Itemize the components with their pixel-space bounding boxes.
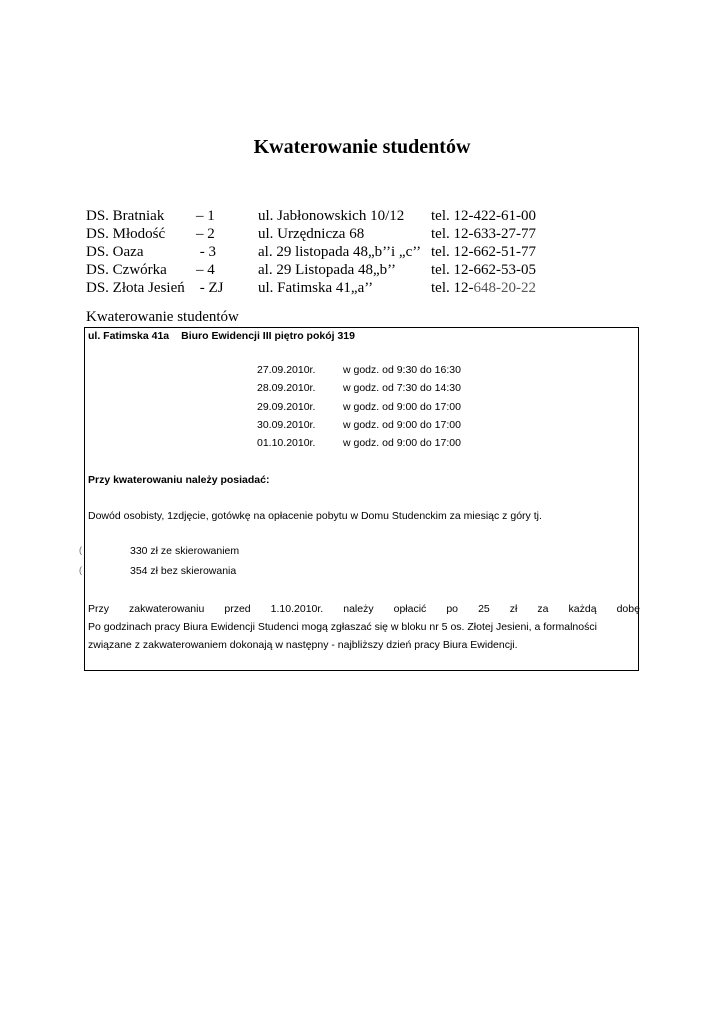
dorm-list bbox=[86, 208, 546, 298]
note-paragraph bbox=[88, 600, 638, 654]
info-box bbox=[79, 327, 640, 671]
dorm-name: DS. Czwórka bbox=[86, 262, 167, 278]
dorm-address: al. 29 listopada 48„b’’i „c’’ bbox=[258, 244, 422, 260]
schedule-row bbox=[257, 364, 517, 382]
note-line-1 bbox=[88, 600, 640, 618]
dorm-phone-main: tel. 12-422-61-00 bbox=[431, 208, 536, 224]
schedule-hours: w godz. od 7:30 do 14:30 bbox=[343, 382, 461, 395]
schedule-hours: w godz. od 9:30 do 16:30 bbox=[343, 364, 461, 376]
dorm-phone-main: tel. 12-633-27-77 bbox=[431, 226, 536, 242]
dorm-address: ul. Urzędnicza 68 bbox=[258, 226, 365, 242]
dorm-code: - 3 bbox=[196, 244, 216, 260]
schedule-hours: w godz. od 9:00 do 17:00 bbox=[343, 437, 461, 450]
schedule-row bbox=[257, 437, 517, 455]
schedule-row bbox=[257, 401, 517, 419]
dorm-phone-main: tel. 12- bbox=[431, 280, 474, 296]
dorm-row bbox=[86, 244, 546, 262]
note-word: za bbox=[537, 603, 549, 615]
dorm-row bbox=[86, 208, 546, 226]
fee-text: 330 zł ze skierowaniem bbox=[130, 545, 240, 557]
bullet-icon: ( bbox=[79, 565, 82, 575]
dorm-phone-rest: 648-20-22 bbox=[473, 280, 536, 296]
schedule-list bbox=[257, 364, 517, 455]
dorm-code: – 2 bbox=[196, 226, 215, 242]
dorm-phone bbox=[431, 280, 536, 297]
dorm-name: DS. Oaza bbox=[86, 244, 144, 260]
dorm-row bbox=[86, 262, 546, 280]
section-subtitle: Kwaterowanie studentów bbox=[86, 309, 239, 325]
schedule-row bbox=[257, 382, 517, 400]
schedule-hours: w godz. od 9:00 do 17:00 bbox=[343, 400, 461, 413]
fee-item bbox=[79, 565, 385, 585]
dorm-address: ul. Fatimska 41„a’’ bbox=[258, 280, 374, 296]
fee-item bbox=[79, 545, 385, 565]
note-word: 25 bbox=[478, 603, 490, 615]
dorm-code: – 1 bbox=[196, 208, 215, 224]
dorm-phone-main: tel. 12-662-53-05 bbox=[431, 262, 536, 278]
dorm-row bbox=[86, 280, 546, 298]
dorm-phone bbox=[431, 262, 536, 279]
note-word: zakwaterowaniu bbox=[129, 603, 205, 615]
requirements-text: Dowód osobisty, 1zdjęcie, gotówkę na opłacenie pobytu w Domu Studenckim za miesiąc z góry tj. bbox=[88, 510, 542, 522]
schedule-hours: w godz. od 9:00 do 17:00 bbox=[343, 418, 461, 431]
note-line-2: Po godzinach pracy Biura Ewidencji Studenci mogą zgłaszać się w bloku nr 5 os. Złotej Jesieni, a formalności bbox=[88, 621, 597, 633]
schedule-date: 29.09.2010r. bbox=[257, 400, 316, 413]
note-word: po bbox=[446, 603, 459, 615]
fee-list bbox=[79, 545, 385, 585]
office-address: ul. Fatimska 41a bbox=[88, 330, 170, 342]
dorm-address: al. 29 Listopada 48„b’’ bbox=[258, 262, 397, 278]
dorm-code: - ZJ bbox=[196, 280, 224, 296]
bullet-icon: ( bbox=[79, 545, 82, 555]
dorm-code: – 4 bbox=[196, 262, 215, 278]
dorm-address: ul. Jabłonowskich 10/12 bbox=[258, 208, 405, 224]
dorm-phone bbox=[431, 244, 536, 261]
dorm-row bbox=[86, 226, 546, 244]
note-word: 1.10.2010r. bbox=[270, 603, 324, 615]
requirements-label: Przy kwaterowaniu należy posiadać: bbox=[88, 474, 270, 486]
schedule-date: 01.10.2010r. bbox=[257, 437, 316, 450]
dorm-phone bbox=[431, 208, 536, 225]
dorm-phone bbox=[431, 226, 536, 243]
note-word: każdą bbox=[568, 603, 597, 615]
note-line-3: związane z zakwaterowaniem dokonają w następny - najbliższy dzień pracy Biura Ewidencji. bbox=[88, 639, 518, 651]
note-word: opłacić bbox=[393, 603, 427, 615]
page-title: Kwaterowanie studentów bbox=[253, 136, 471, 158]
office-location: Biuro Ewidencji III piętro pokój 319 bbox=[181, 330, 355, 342]
schedule-date: 30.09.2010r. bbox=[257, 418, 316, 431]
note-word: dobę bbox=[616, 603, 640, 615]
dorm-name: DS. Złota Jesień bbox=[86, 280, 185, 296]
dorm-name: DS. Bratniak bbox=[86, 208, 165, 224]
schedule-date: 27.09.2010r. bbox=[257, 364, 316, 376]
office-header bbox=[88, 330, 355, 342]
dorm-name: DS. Młodość bbox=[86, 226, 166, 242]
note-word: zł bbox=[509, 603, 518, 615]
fee-text: 354 zł bez skierowania bbox=[130, 565, 237, 577]
schedule-date: 28.09.2010r. bbox=[257, 382, 316, 395]
note-word: przed bbox=[224, 603, 251, 615]
schedule-row bbox=[257, 419, 517, 437]
note-word: Przy bbox=[88, 603, 109, 615]
note-word: należy bbox=[343, 603, 374, 615]
dorm-phone-main: tel. 12-662-51-77 bbox=[431, 244, 536, 260]
